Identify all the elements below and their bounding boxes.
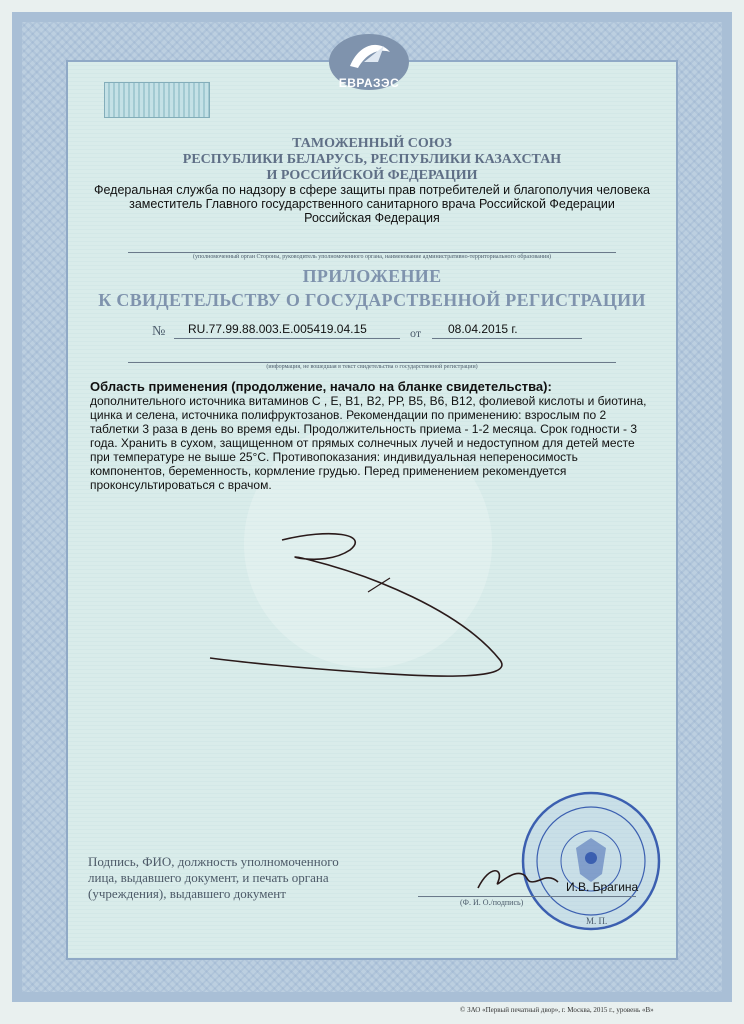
agency-line-1: Федеральная служба по надзору в сфере защиты прав потребителей и благополучия человека [93, 183, 651, 197]
union-header [80, 136, 664, 184]
agency-line-3: Российская Федерация [304, 211, 440, 225]
organ-caption: (уполномоченный орган Стороны, руководитель уполномоченного органа, наименование административно-территориального образования) [193, 254, 551, 260]
organ-underline [128, 252, 616, 253]
hologram-sticker [104, 82, 210, 118]
registration-number: RU.77.99.88.003.E.005419.04.15 [188, 322, 367, 336]
info-caption: (информация, не вошедшая в текст свидетельства о государственной регистрации) [266, 364, 478, 370]
number-underline [174, 338, 400, 339]
signature-label [88, 854, 408, 902]
signature-label-line-3: (учреждения), выдавшего документ [88, 886, 286, 901]
agency-line-2: заместитель Главного государственного санитарного врача Российской Федерации [129, 197, 615, 211]
header-line-3: И РОССИЙСКОЙ ФЕДЕРАЦИИ [266, 168, 478, 183]
printer-footer: © ЗАО «Первый печатный двор», г. Москва, 2015 г., уровень «В» [460, 1006, 654, 1014]
signer-underline [418, 896, 636, 897]
application-area-text [90, 380, 652, 492]
issuing-agency [80, 183, 664, 225]
title-line-2: К СВИДЕТЕЛЬСТВУ О ГОСУДАРСТВЕННОЙ РЕГИСТРАЦИИ [98, 290, 646, 310]
stamp-place-label: М. П. [586, 916, 608, 926]
number-label: № [152, 324, 166, 339]
logo-text: ЕВРАЗЭС [338, 76, 400, 90]
date-label: от [410, 326, 422, 340]
signature-label-line-2: лица, выдавшего документ, и печать органа [88, 870, 329, 885]
large-signature-icon [200, 520, 520, 690]
header-line-1: ТАМОЖЕННЫЙ СОЮЗ [292, 136, 452, 151]
info-underline [128, 362, 616, 363]
header-line-2: РЕСПУБЛИКИ БЕЛАРУСЬ, РЕСПУБЛИКИ КАЗАХСТАН [182, 152, 562, 167]
body-heading: Область применения (продолжение, начало на бланке свидетельства): [90, 379, 552, 394]
date-underline [432, 338, 582, 339]
registration-date: 08.04.2015 г. [448, 322, 518, 336]
small-signature-icon [470, 858, 560, 898]
fio-caption: (Ф. И. О./подпись) [460, 898, 524, 907]
signer-name: И.В. Брагина [566, 880, 639, 894]
signature-label-line-1: Подпись, ФИО, должность уполномоченного [88, 854, 339, 869]
title-line-1: ПРИЛОЖЕНИЕ [302, 266, 442, 286]
body-paragraph: дополнительного источника витаминов С , Е, В1, В2, РР, В5, В6, В12, фолиевой кислоты и биотина, цинка и селена, источника полифруктозанов. Рекомендации по применению: взрослым по 2 таблетки 3 раза в день во время еды. Продолжительность приема - 1-2 месяца. Срок годности - 3 года. Хранить в сухом, защищенном от прямых солнечных лучей и недоступном для детей месте при температуре не выше 25°С. Противопоказания: индивидуальная непереносимость компонентов, беременность, кормление грудью. Перед применением рекомендуется проконсультироваться с врачом. [90, 394, 647, 492]
